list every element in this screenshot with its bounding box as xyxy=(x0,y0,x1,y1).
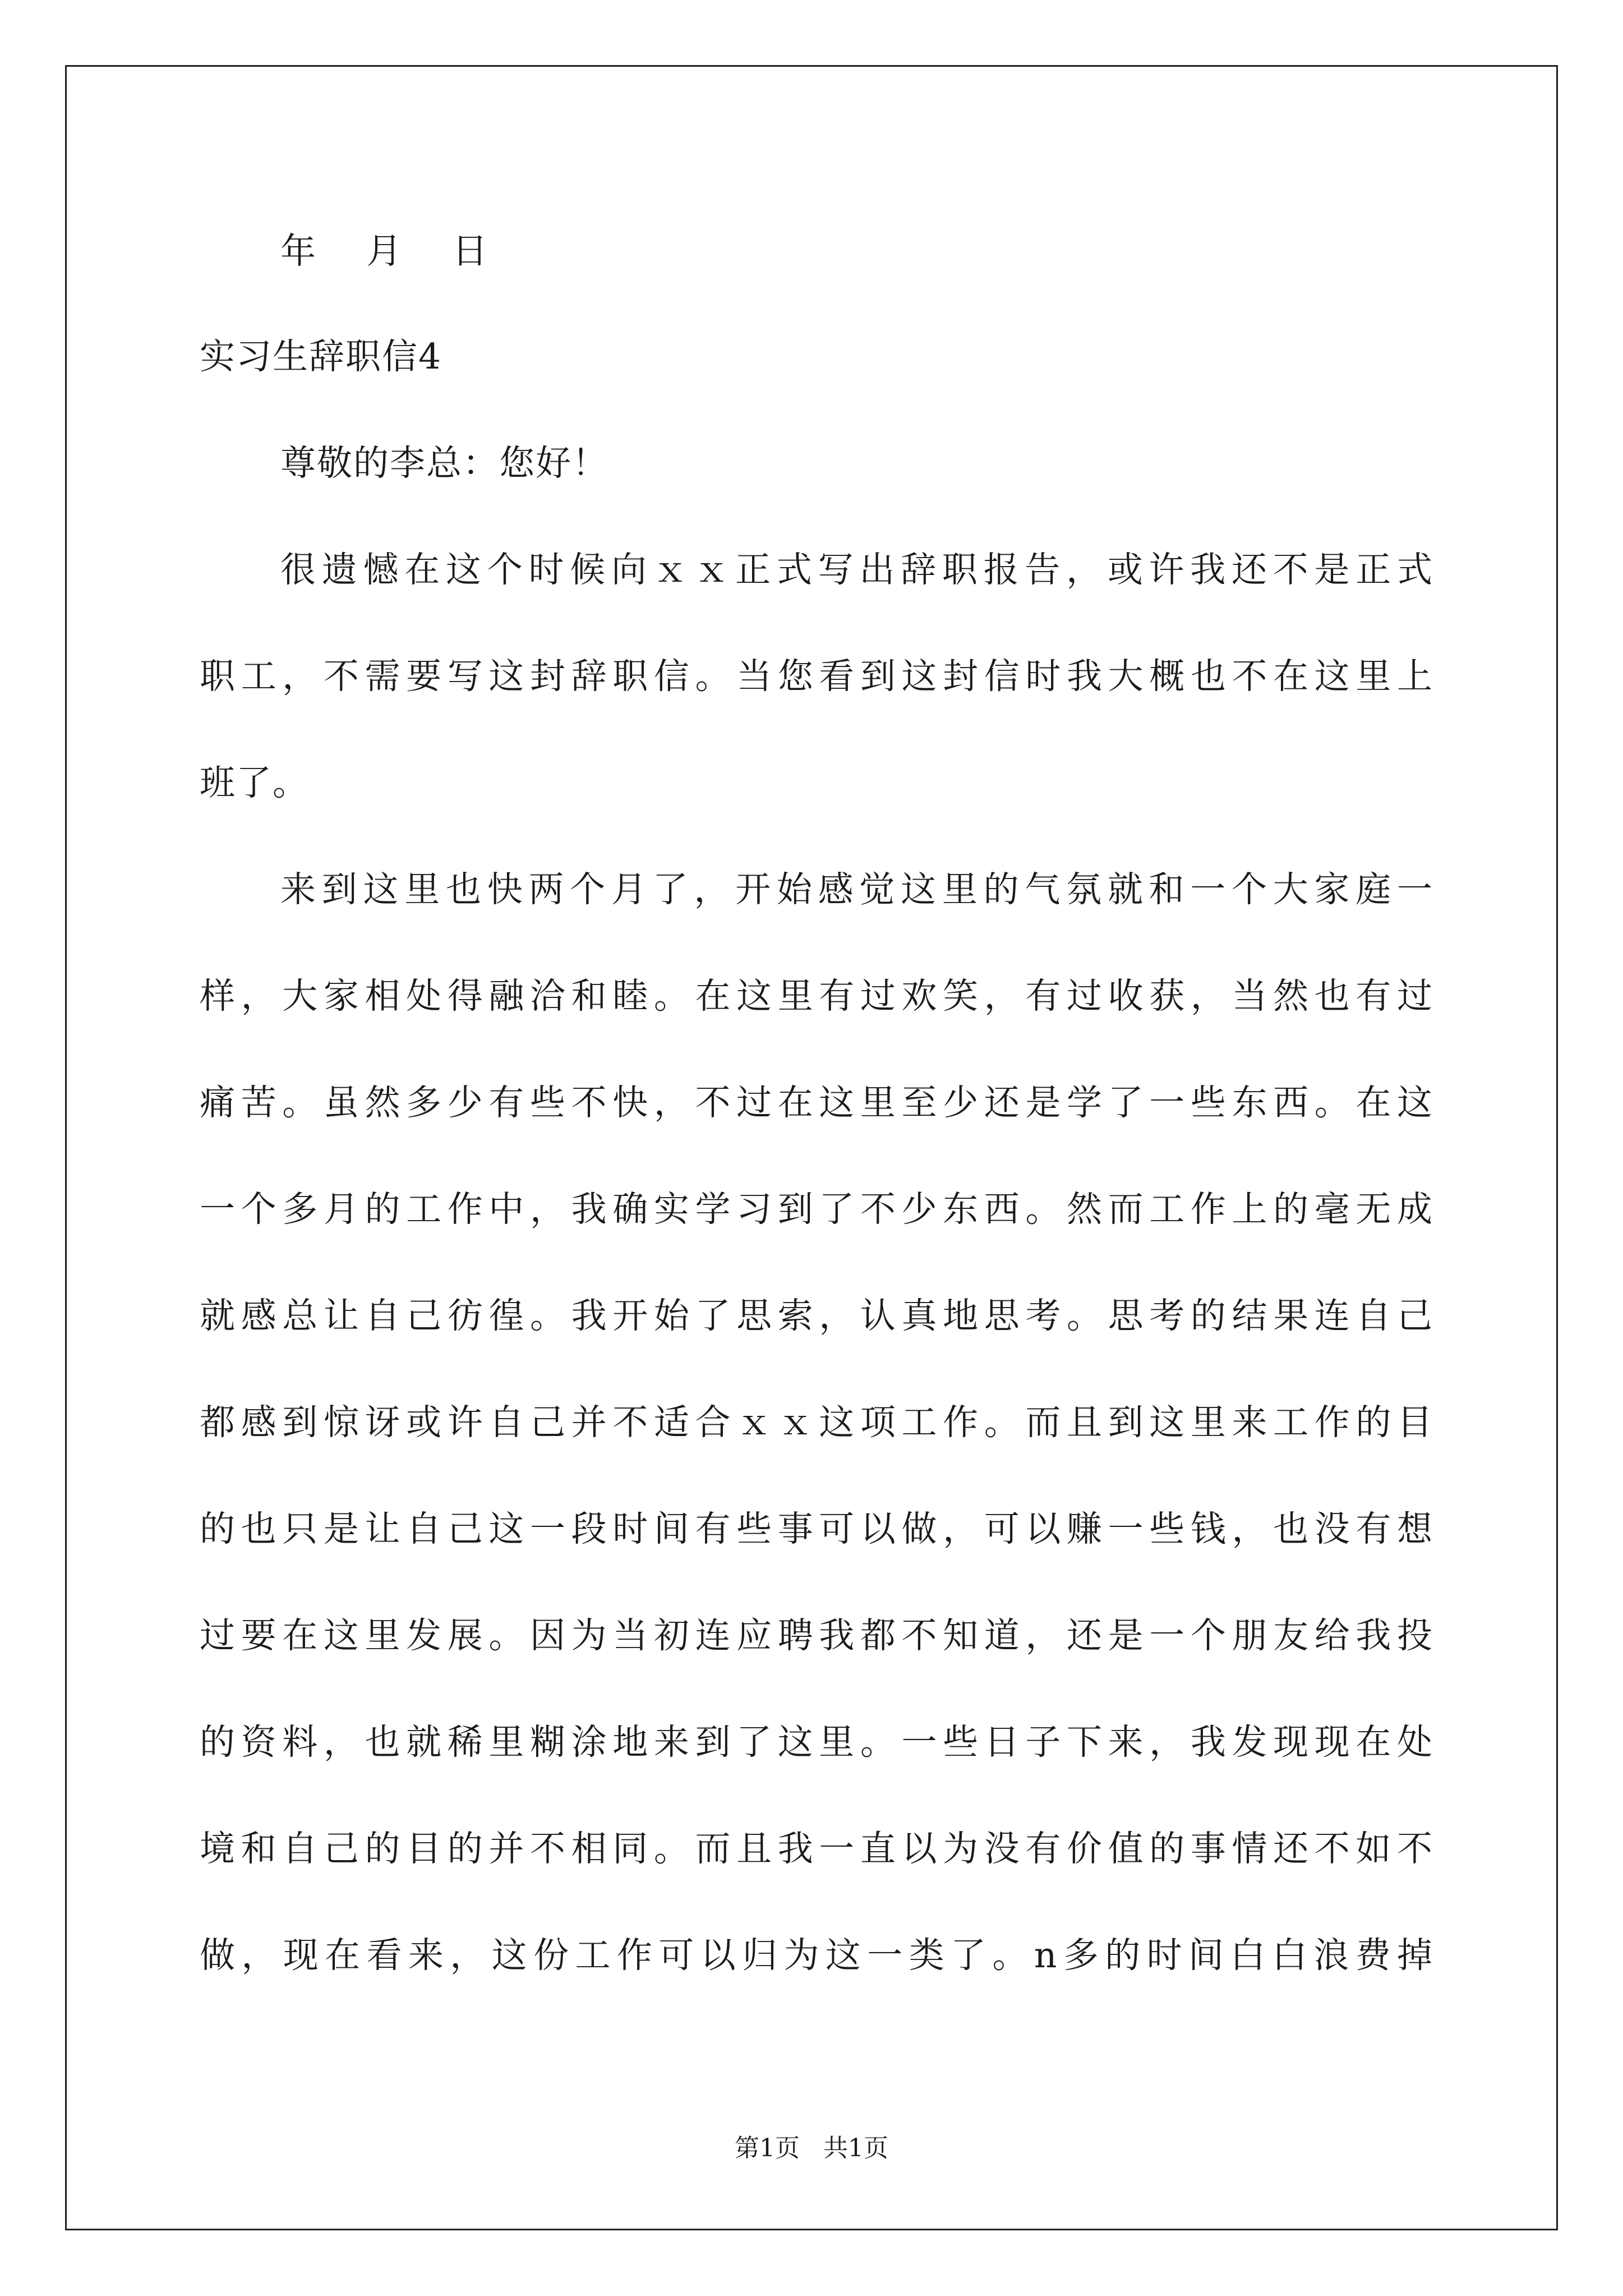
paragraph-line: 的也只是让自己这一段时间有些事可以做，可以赚一些钱，也没有想 xyxy=(200,1508,1433,1549)
paragraph-2 xyxy=(200,867,1433,2040)
paragraph-line: 样，大家相处得融洽和睦。在这里有过欢笑，有过收获，当然也有过 xyxy=(200,976,1433,1016)
paragraph-line: 做，现在看来，这份工作可以归为这一类了。n多的时间白白浪费掉 xyxy=(200,1935,1433,1976)
paragraph-line: 来到这里也快两个月了，开始感觉这里的气氛就和一个大家庭一 xyxy=(280,869,1433,910)
letter-title: 实习生辞职信4 xyxy=(200,336,442,377)
paragraph-line: 职工，不需要写这封辞职信。当您看到这封信时我大概也不在这里上 xyxy=(200,656,1433,697)
paragraph-line: 境和自己的目的并不相同。而且我一直以为没有价值的事情还不如不 xyxy=(200,1828,1433,1869)
paragraph-line: 班了。 xyxy=(200,762,309,803)
salutation: 尊敬的李总：您好！ xyxy=(280,443,608,484)
paragraph-line: 一个多月的工作中，我确实学习到了不少东西。然而工作上的毫无成 xyxy=(200,1189,1433,1230)
paragraph-line: 就感总让自己彷徨。我开始了思索，认真地思考。思考的结果连自己 xyxy=(200,1295,1433,1336)
paragraph-line: 都感到惊讶或许自己并不适合ｘｘ这项工作。而且到这里来工作的目 xyxy=(200,1402,1433,1443)
paragraph-line: 痛苦。虽然多少有些不快，不过在这里至少还是学了一些东西。在这 xyxy=(200,1082,1433,1123)
paragraph-1 xyxy=(200,547,1433,867)
paragraph-line: 过要在这里发展。因为当初连应聘我都不知道，还是一个朋友给我投 xyxy=(200,1615,1433,1656)
page-footer: 第1页 共1页 xyxy=(735,2134,888,2162)
paragraph-line: 的资料，也就稀里糊涂地来到了这里。一些日子下来，我发现现在处 xyxy=(200,1722,1433,1763)
date-line: 年 月 日 xyxy=(280,231,489,272)
paragraph-line: 很遗憾在这个时候向ｘｘ正式写出辞职报告，或许我还不是正式 xyxy=(280,549,1433,590)
